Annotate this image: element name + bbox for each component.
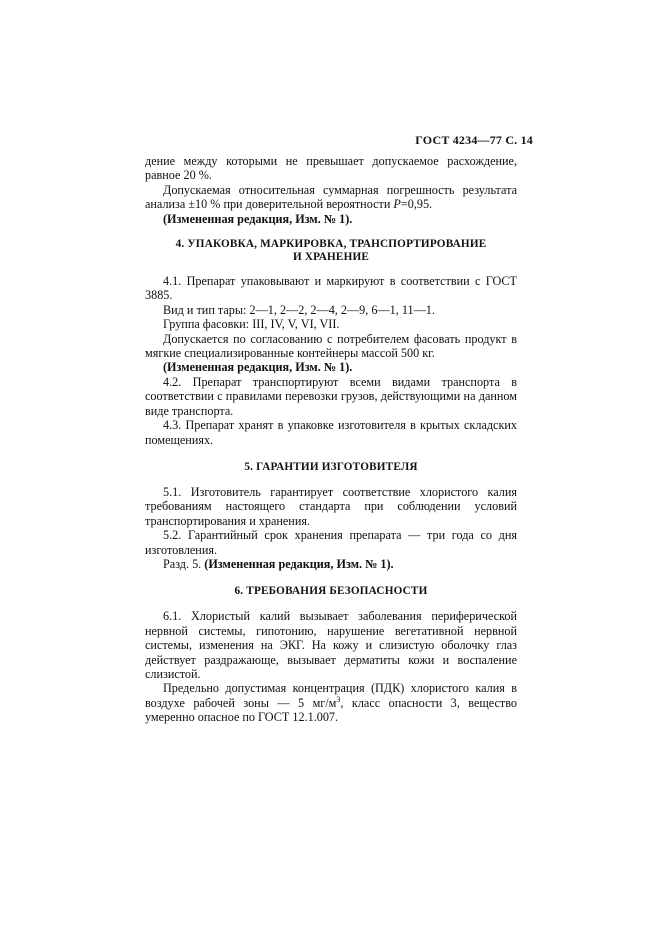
section-6-paragraph-1: 6.1. Хлористый калий вызывает заболевания периферической нервной системы, гипотонию, нарушение вегетативной нервной системы, изменения на ЭКГ. На кожу и слизистую оболочку глаз действует раздражающе, вызывает дерматиты кожи и воспаление слизистой. [145,609,517,681]
section-5-revision-text: (Измененная редакция, Изм. № 1). [204,556,394,571]
section-6-paragraph-2 [145,681,517,724]
section-6-paragraph-2-text: Предельно допустимая концентрация (ПДК) хлористого калия в воздухе рабочей зоны — 5 мг/м [145,681,517,710]
section-5-heading: 5. ГАРАНТИИ ИЗГОТОВИТЕЛЯ [244,460,418,473]
section-4-paragraph-4: Допускается по согласованию с потребителем фасовать продукт в мягкие специализированные контейнеры массой 500 кг. [145,331,517,361]
cubic-superscript: 3 [336,694,341,704]
intro-paragraph-2 [145,183,517,212]
section-5-paragraph-2: 5.2. Гарантийный срок хранения препарата — три года со дня изготовления. [145,528,517,557]
intro-paragraph-2-value: =0,95. [400,197,433,212]
page-header: ГОСТ 4234—77 С. 14 [415,133,533,147]
section-4-heading [145,238,517,264]
section-4-paragraph-6: 4.2. Препарат транспортируют всеми видами транспорта в соответствии с правилами перевозки грузов, действующими на данном виде транспорта. [145,374,517,418]
section-5-revision-note [145,557,517,571]
probability-variable: P [393,197,401,212]
section-4-paragraph-7: 4.3. Препарат хранят в упаковке изготовителя в крытых складских помещениях. [145,418,517,447]
section-6-paragraph-2-tail: , класс опасности 3, вещество умеренно опасное по ГОСТ 12.1.007. [145,695,517,725]
section-6-heading: 6. ТРЕБОВАНИЯ БЕЗОПАСНОСТИ [234,585,428,598]
section-4-revision-note: (Измененная редакция, Изм. № 1). [163,360,353,375]
section-5-paragraph-1: 5.1. Изготовитель гарантирует соответствие хлористого калия требованиям настоящего стандарта при соблюдении условий транспортирования и хранения. [145,484,517,528]
section-4-heading-line-2: И ХРАНЕНИЕ [292,251,370,264]
intro-revision-note: (Измененная редакция, Изм. № 1). [163,211,353,226]
section-4-paragraph-3: Группа фасовки: III, IV, V, VI, VII. [163,317,340,332]
section-4-heading-line-1: 4. УПАКОВКА, МАРКИРОВКА, ТРАНСПОРТИРОВАНИЕ [175,238,487,251]
intro-paragraph-1: дение между которыми не превышает допускаемое расхождение, равное 20 %. [145,154,517,183]
intro-paragraph-2-text: Допускаемая относительная суммарная погрешность результата анализа ±10 % при доверительной вероятности [145,182,517,212]
section-5-revision-label: Разд. 5. [163,556,205,571]
section-4-paragraph-1: 4.1. Препарат упаковывают и маркируют в соответствии с ГОСТ 3885. [145,274,517,303]
section-4-paragraph-2: Вид и тип тары: 2—1, 2—2, 2—4, 2—9, 6—1, 11—1. [163,302,435,317]
page-content [145,154,517,725]
